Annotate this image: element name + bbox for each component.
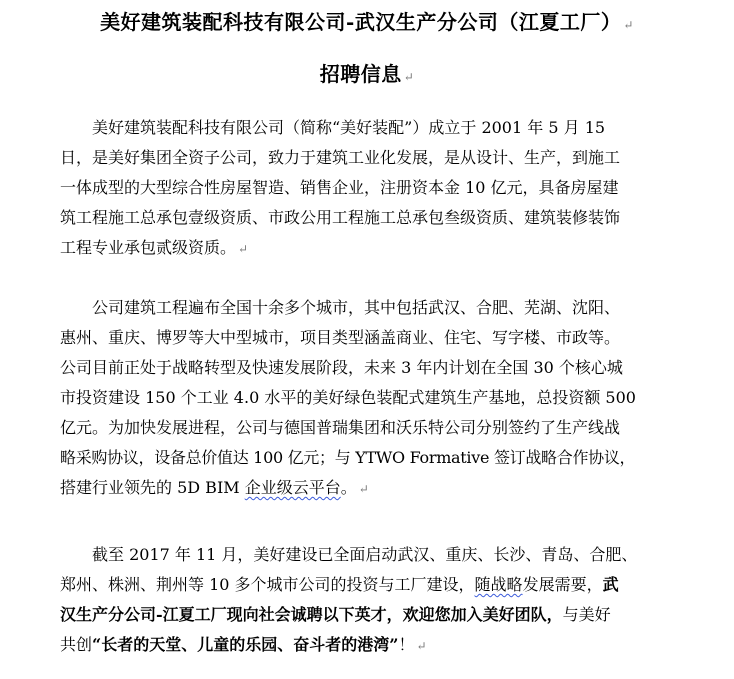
- paragraph-mark: ↵: [416, 639, 427, 653]
- line-text: 与美好: [562, 605, 611, 624]
- paragraph-company-intro: [60, 113, 675, 264]
- paragraph-line: 筑工程施工总承包壹级资质、市政公用工程施工总承包叁级资质、建筑装修装饰: [60, 208, 621, 227]
- paragraph-line: 美好建筑装配科技有限公司（简称“美好装配”）成立于 2001 年 5 月 15: [92, 118, 606, 137]
- paragraph-mark: ↵: [623, 18, 634, 32]
- paragraph-line: 亿元。为加快发展进程，公司与德国普瑞集团和沃乐特公司分别签约了生产线战: [60, 418, 621, 437]
- paragraph-line: 市投资建设 150 个工业 4.0 水平的美好绿色装配式建筑生产基地，总投资额 500: [60, 388, 636, 407]
- spellcheck-underlined-text: 企业级云平台: [244, 478, 341, 497]
- paragraph-line: 公司目前正处于战略转型及快速发展阶段，未来 3 年内计划在全国 30 个核心城: [60, 358, 623, 377]
- paragraph-line: [60, 600, 675, 630]
- paragraph-business-scope: [60, 293, 675, 504]
- paragraph-mark: ↵: [238, 242, 249, 256]
- paragraph-line-last: [60, 630, 675, 661]
- subtitle-text: 招聘信息: [319, 62, 402, 86]
- paragraph-line-last: [60, 473, 675, 504]
- line-text: 郑州、株洲、荆州等 10 多个城市公司的投资与工厂建设，: [60, 575, 475, 594]
- paragraph-mark: ↵: [403, 70, 415, 84]
- bold-text: 汉生产分公司-江夏工厂现向社会诚聘以下英才，欢迎您加入美好团队，: [60, 605, 563, 624]
- paragraph-line-last: [60, 233, 675, 264]
- paragraph-line: 惠州、重庆、博罗等大中型城市，项目类型涵盖商业、住宅、写字楼、市政等。: [60, 328, 621, 347]
- paragraph-line: 略采购协议，设备总价值达 100 亿元；与 YTWO Formative 签订战略合作协议，: [60, 448, 636, 467]
- document-subtitle: [0, 58, 734, 87]
- line-text: 搭建行业领先的 5D BIM: [60, 478, 245, 497]
- line-text: 工程专业承包贰级资质。: [60, 238, 237, 257]
- bold-slogan: “长者的天堂、儿童的乐园、奋斗者的港湾”: [92, 635, 399, 654]
- line-text: 发展需要，: [522, 575, 603, 594]
- paragraph-recruitment: [60, 540, 675, 661]
- document-title: [0, 6, 734, 35]
- title-text: 美好建筑装配科技有限公司-武汉生产分公司（江夏工厂）: [100, 10, 622, 34]
- paragraph-line: 一体成型的大型综合性房屋智造、销售企业，注册资本金 10 亿元，具备房屋建: [60, 178, 619, 197]
- paragraph-line: [60, 570, 675, 600]
- paragraph-mark: ↵: [358, 482, 369, 496]
- line-text: 。: [340, 478, 357, 497]
- line-text: 共创: [60, 635, 93, 654]
- spellcheck-underlined-text: 随战略: [474, 575, 523, 594]
- line-text: ！: [398, 635, 415, 654]
- paragraph-line: 截至 2017 年 11 月，美好建设已全面启动武汉、重庆、长沙、青岛、合肥、: [92, 545, 638, 564]
- paragraph-line: 日，是美好集团全资子公司，致力于建筑工业化发展，是从设计、生产，到施工: [60, 148, 621, 167]
- bold-text: 武: [602, 575, 619, 594]
- paragraph-line: 公司建筑工程遍布全国十余多个城市，其中包括武汉、合肥、芜湖、沈阳、: [92, 298, 621, 317]
